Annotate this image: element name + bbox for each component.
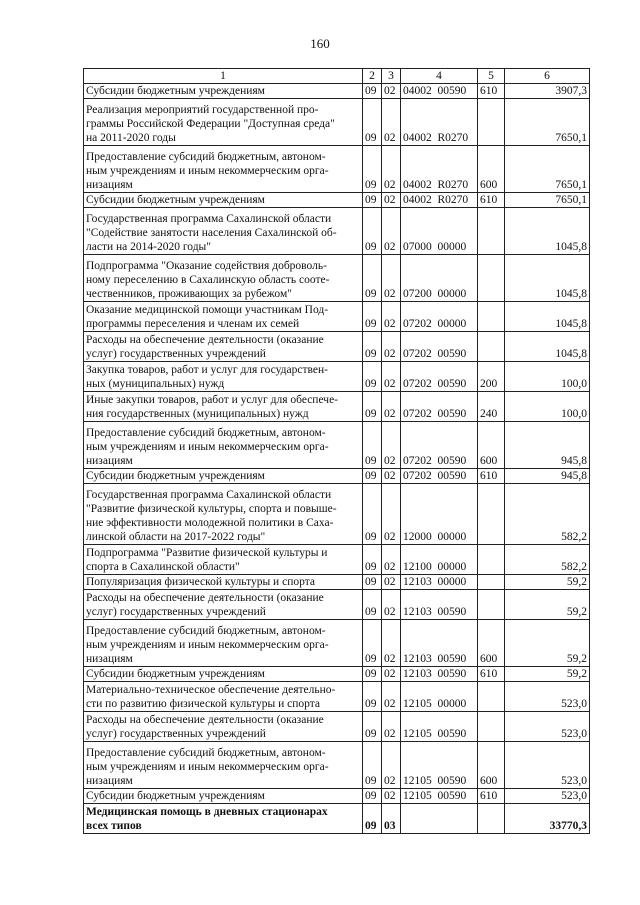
row-target-article-cell: 07202 00000 <box>401 302 478 332</box>
row-subsection-cell: 02 <box>382 392 401 422</box>
row-target-article-cell <box>401 804 478 834</box>
row-name-text: Материально-техническое обеспечение деятельно- сти по развитию физической культуры и спорта <box>86 684 336 710</box>
row-subsection-cell: 02 <box>382 620 401 667</box>
row-target-article-cell: 04002 R0270 <box>401 99 478 146</box>
row-name-cell <box>84 667 363 682</box>
row-target-article-cell: 07202 00590 <box>401 392 478 422</box>
row-name-cell <box>84 575 363 590</box>
row-expense-type-cell <box>478 682 505 712</box>
row-subsection-cell: 02 <box>382 362 401 392</box>
row-sum-cell: 100,0 <box>505 362 590 392</box>
row-target-article-cell: 12100 00000 <box>401 545 478 575</box>
row-name-cell <box>84 545 363 575</box>
row-name-cell <box>84 193 363 208</box>
header-cell-2: 2 <box>363 69 382 84</box>
table-row <box>84 789 590 804</box>
table-row <box>84 422 590 469</box>
table-row <box>84 193 590 208</box>
row-target-article-cell: 12000 00000 <box>401 484 478 545</box>
row-target-article-cell: 12103 00590 <box>401 620 478 667</box>
row-name-cell <box>84 742 363 789</box>
row-expense-type-cell <box>478 208 505 255</box>
row-section-cell: 09 <box>363 193 382 208</box>
row-name-text: Подпрограмма "Оказание содействия доброволь- ному переселению в Сахалинскую область соотe- чественников, проживающих за рубежом" <box>86 260 330 300</box>
row-sum-cell: 1045,8 <box>505 332 590 362</box>
row-name-text: Предоставление субсидий бюджетным, автоном- ным учреждениям и иным некоммерческим орга- низациям <box>86 625 329 665</box>
row-subsection-cell: 02 <box>382 332 401 362</box>
row-name-text: Иные закупки товаров, работ и услуг для обеспече- ния государственных (муниципальных) нужд <box>86 394 339 420</box>
table-row <box>84 99 590 146</box>
row-expense-type-cell <box>478 804 505 834</box>
row-target-article-cell: 04002 00590 <box>401 84 478 99</box>
row-name-cell <box>84 392 363 422</box>
row-expense-type-cell <box>478 99 505 146</box>
table-row <box>84 545 590 575</box>
row-expense-type-cell <box>478 484 505 545</box>
row-expense-type-cell: 600 <box>478 620 505 667</box>
row-subsection-cell: 02 <box>382 712 401 742</box>
row-expense-type-cell <box>478 545 505 575</box>
row-name-text: Подпрограмма "Развитие физической культуры и спорта в Сахалинской области" <box>86 547 328 573</box>
row-sum-cell: 523,0 <box>505 682 590 712</box>
row-name-text: Субсидии бюджетным учреждениям <box>86 790 265 802</box>
row-section-cell: 09 <box>363 469 382 484</box>
row-expense-type-cell: 610 <box>478 193 505 208</box>
row-expense-type-cell <box>478 575 505 590</box>
row-name-cell <box>84 484 363 545</box>
row-section-cell: 09 <box>363 742 382 789</box>
row-expense-type-cell: 610 <box>478 469 505 484</box>
row-expense-type-cell: 610 <box>478 667 505 682</box>
row-name-text: Предоставление субсидий бюджетным, автоном- ным учреждениям и иным некоммерческим орга- низациям <box>86 747 329 787</box>
row-target-article-cell: 04002 R0270 <box>401 146 478 193</box>
row-section-cell: 09 <box>363 545 382 575</box>
row-sum-cell: 59,2 <box>505 590 590 620</box>
row-name-cell <box>84 804 363 834</box>
row-expense-type-cell <box>478 302 505 332</box>
row-name-cell <box>84 362 363 392</box>
row-sum-cell: 33770,3 <box>505 804 590 834</box>
row-name-cell <box>84 422 363 469</box>
table-row <box>84 332 590 362</box>
row-section-cell: 09 <box>363 667 382 682</box>
row-section-cell: 09 <box>363 99 382 146</box>
row-name-text: Расходы на обеспечение деятельности (оказание услуг) государственных учреждений <box>86 714 324 740</box>
row-name-text: Популяризация физической культуры и спорта <box>86 576 315 588</box>
page-number: 160 <box>310 36 330 51</box>
row-expense-type-cell <box>478 332 505 362</box>
row-sum-cell: 582,2 <box>505 484 590 545</box>
row-name-text: Расходы на обеспечение деятельности (оказание услуг) государственных учреждений <box>86 334 324 360</box>
row-target-article-cell: 07200 00000 <box>401 255 478 302</box>
row-name-text: Государственная программа Сахалинской области "Содействие занятости населения Сахалинской об- ласти на 2014-2020 годы" <box>86 213 337 253</box>
row-section-cell: 09 <box>363 575 382 590</box>
row-subsection-cell: 02 <box>382 545 401 575</box>
row-sum-cell: 523,0 <box>505 712 590 742</box>
row-target-article-cell: 04002 R0270 <box>401 193 478 208</box>
row-subsection-cell: 02 <box>382 302 401 332</box>
row-target-article-cell: 12103 00000 <box>401 575 478 590</box>
row-sum-cell: 7650,1 <box>505 146 590 193</box>
row-name-text: Реализация мероприятий государственной про- граммы Российской Федерации "Доступная среда" на 2011-2020 годы <box>86 104 335 144</box>
row-expense-type-cell <box>478 712 505 742</box>
row-subsection-cell: 02 <box>382 575 401 590</box>
row-subsection-cell: 03 <box>382 804 401 834</box>
table-row <box>84 620 590 667</box>
row-subsection-cell: 02 <box>382 84 401 99</box>
row-subsection-cell: 02 <box>382 422 401 469</box>
row-name-cell <box>84 332 363 362</box>
row-sum-cell: 7650,1 <box>505 99 590 146</box>
row-sum-cell: 945,8 <box>505 422 590 469</box>
table-row <box>84 84 590 99</box>
row-target-article-cell: 12105 00590 <box>401 742 478 789</box>
table-row <box>84 590 590 620</box>
row-section-cell: 09 <box>363 302 382 332</box>
row-section-cell: 09 <box>363 255 382 302</box>
budget-table <box>83 68 590 834</box>
row-name-text: Предоставление субсидий бюджетным, автоном- ным учреждениям и иным некоммерческим орга- низациям <box>86 427 329 467</box>
row-sum-cell: 582,2 <box>505 545 590 575</box>
table-header-row <box>84 69 590 84</box>
row-subsection-cell: 02 <box>382 484 401 545</box>
row-name-cell <box>84 208 363 255</box>
row-name-cell <box>84 146 363 193</box>
row-expense-type-cell: 600 <box>478 742 505 789</box>
row-name-cell <box>84 99 363 146</box>
row-target-article-cell: 07202 00590 <box>401 332 478 362</box>
row-subsection-cell: 02 <box>382 667 401 682</box>
row-section-cell: 09 <box>363 682 382 712</box>
table-row <box>84 742 590 789</box>
row-name-text: Закупка товаров, работ и услуг для государствен- ных (муниципальных) нужд <box>86 364 328 390</box>
row-section-cell: 09 <box>363 208 382 255</box>
row-subsection-cell: 02 <box>382 590 401 620</box>
table-row <box>84 392 590 422</box>
table-row <box>84 362 590 392</box>
row-expense-type-cell <box>478 255 505 302</box>
row-expense-type-cell: 610 <box>478 789 505 804</box>
row-name-text: Расходы на обеспечение деятельности (оказание услуг) государственных учреждений <box>86 592 324 618</box>
row-name-cell <box>84 590 363 620</box>
row-name-cell <box>84 255 363 302</box>
row-sum-cell: 59,2 <box>505 575 590 590</box>
row-name-cell <box>84 789 363 804</box>
row-target-article-cell: 07202 00590 <box>401 422 478 469</box>
row-subsection-cell: 02 <box>382 255 401 302</box>
row-section-cell: 09 <box>363 392 382 422</box>
row-sum-cell: 100,0 <box>505 392 590 422</box>
table-row <box>84 302 590 332</box>
row-name-text: Медицинская помощь в дневных стационарах всех типов <box>86 806 328 832</box>
row-target-article-cell: 07000 00000 <box>401 208 478 255</box>
row-name-text: Оказание медицинской помощи участникам Под- программы переселения и членам их семей <box>86 304 329 330</box>
row-sum-cell: 3907,3 <box>505 84 590 99</box>
row-name-cell <box>84 682 363 712</box>
row-expense-type-cell: 600 <box>478 422 505 469</box>
row-subsection-cell: 02 <box>382 742 401 789</box>
row-name-text: Субсидии бюджетным учреждениям <box>86 194 265 206</box>
row-target-article-cell: 12103 00590 <box>401 667 478 682</box>
row-sum-cell: 1045,8 <box>505 302 590 332</box>
row-sum-cell: 523,0 <box>505 742 590 789</box>
row-name-text: Субсидии бюджетным учреждениям <box>86 85 265 97</box>
row-subsection-cell: 02 <box>382 682 401 712</box>
row-sum-cell: 1045,8 <box>505 208 590 255</box>
row-sum-cell: 59,2 <box>505 667 590 682</box>
row-section-cell: 09 <box>363 789 382 804</box>
row-section-cell: 09 <box>363 590 382 620</box>
row-target-article-cell: 12105 00590 <box>401 789 478 804</box>
row-name-text: Субсидии бюджетным учреждениям <box>86 668 265 680</box>
row-expense-type-cell: 200 <box>478 362 505 392</box>
row-sum-cell: 523,0 <box>505 789 590 804</box>
row-expense-type-cell: 600 <box>478 146 505 193</box>
table-row <box>84 575 590 590</box>
row-target-article-cell: 12105 00000 <box>401 682 478 712</box>
table-row <box>84 146 590 193</box>
header-cell-5: 5 <box>478 69 505 84</box>
row-section-cell: 09 <box>363 422 382 469</box>
header-cell-6: 6 <box>505 69 590 84</box>
row-section-cell: 09 <box>363 712 382 742</box>
row-name-cell <box>84 469 363 484</box>
row-section-cell: 09 <box>363 84 382 99</box>
row-subsection-cell: 02 <box>382 146 401 193</box>
row-target-article-cell: 12105 00590 <box>401 712 478 742</box>
row-section-cell: 09 <box>363 362 382 392</box>
table-row <box>84 255 590 302</box>
row-expense-type-cell: 610 <box>478 84 505 99</box>
row-target-article-cell: 07202 00590 <box>401 362 478 392</box>
table-row <box>84 208 590 255</box>
row-sum-cell: 1045,8 <box>505 255 590 302</box>
row-section-cell: 09 <box>363 484 382 545</box>
row-name-text: Субсидии бюджетным учреждениям <box>86 470 265 482</box>
row-section-cell: 09 <box>363 620 382 667</box>
table-row <box>84 804 590 834</box>
table-row <box>84 484 590 545</box>
row-name-cell <box>84 84 363 99</box>
row-target-article-cell: 07202 00590 <box>401 469 478 484</box>
row-name-text: Государственная программа Сахалинской области "Развитие физической культуры, спорта и повыше- ние эффективности молодежной политики в Саха- линской области на 2017-2022 годы" <box>86 489 337 543</box>
row-subsection-cell: 02 <box>382 208 401 255</box>
row-sum-cell: 59,2 <box>505 620 590 667</box>
row-subsection-cell: 02 <box>382 789 401 804</box>
row-subsection-cell: 02 <box>382 193 401 208</box>
table-row <box>84 667 590 682</box>
header-cell-4: 4 <box>401 69 478 84</box>
header-cell-3: 3 <box>382 69 401 84</box>
row-expense-type-cell <box>478 590 505 620</box>
row-section-cell: 09 <box>363 804 382 834</box>
row-target-article-cell: 12103 00590 <box>401 590 478 620</box>
table-row <box>84 469 590 484</box>
row-sum-cell: 945,8 <box>505 469 590 484</box>
row-section-cell: 09 <box>363 146 382 193</box>
table-row <box>84 712 590 742</box>
row-name-cell <box>84 620 363 667</box>
header-cell-1: 1 <box>84 69 363 84</box>
row-expense-type-cell: 240 <box>478 392 505 422</box>
row-name-text: Предоставление субсидий бюджетным, автоном- ным учреждениям и иным некоммерческим орга- низациям <box>86 151 329 191</box>
table-row <box>84 682 590 712</box>
row-sum-cell: 7650,1 <box>505 193 590 208</box>
row-section-cell: 09 <box>363 332 382 362</box>
row-subsection-cell: 02 <box>382 99 401 146</box>
row-subsection-cell: 02 <box>382 469 401 484</box>
row-name-cell <box>84 302 363 332</box>
row-name-cell <box>84 712 363 742</box>
